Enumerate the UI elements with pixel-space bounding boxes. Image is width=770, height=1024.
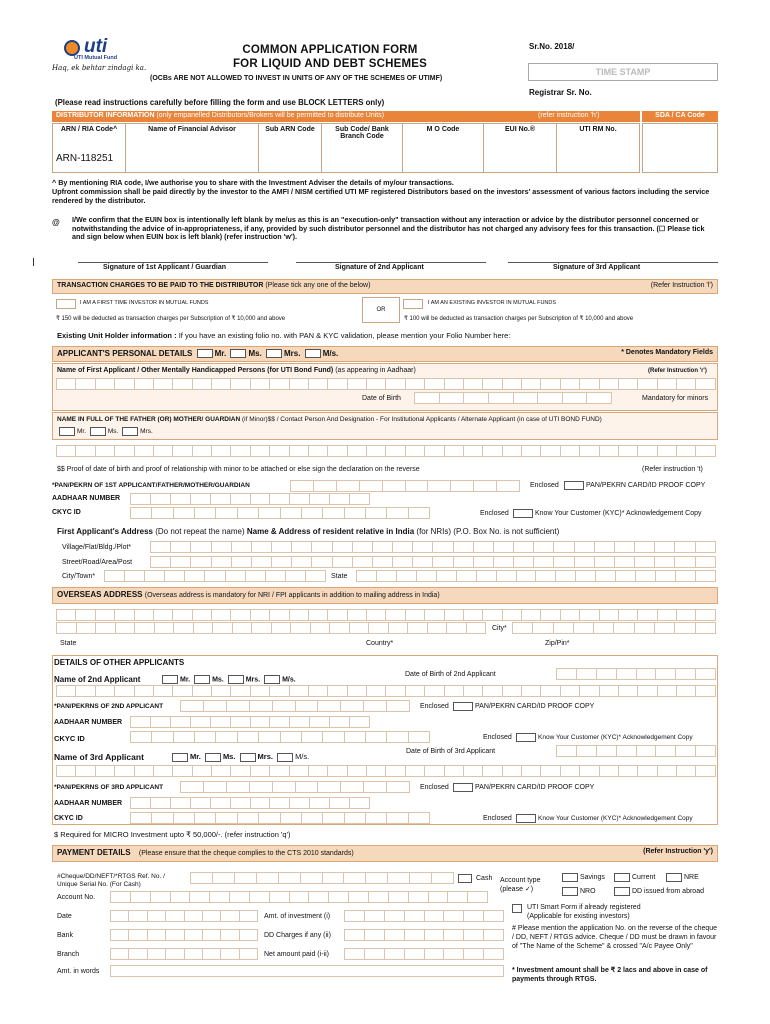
- cheque-input[interactable]: [190, 872, 454, 884]
- name3-mr-checkbox[interactable]: [172, 753, 188, 762]
- father-name-input[interactable]: [56, 445, 716, 457]
- col-sub-arn[interactable]: [258, 123, 322, 173]
- or-box: [362, 297, 400, 323]
- dd-abroad-checkbox[interactable]: [614, 887, 630, 896]
- col-arn[interactable]: [52, 123, 126, 173]
- pan2-enclosed-checkbox[interactable]: [453, 702, 473, 711]
- words-input[interactable]: [110, 965, 504, 977]
- form-title-line2: FOR LIQUID AND DEBT SCHEMES: [232, 58, 428, 70]
- words-label: Amt. in words: [57, 968, 100, 975]
- col-header-arn: ARN / RIA Code^: [60, 126, 118, 133]
- distributor-note: (only empanelled Distributors/Brokers will be permitted to distribute Units): [156, 112, 385, 119]
- name3-ms-checkbox[interactable]: [205, 753, 221, 762]
- col-mo-code[interactable]: [402, 123, 484, 173]
- registrar-sr-no: Registrar Sr. No.: [529, 88, 592, 97]
- dd-charges-input[interactable]: [344, 929, 504, 941]
- account-no-label: Account No.: [57, 894, 96, 901]
- or-label: OR: [376, 307, 386, 313]
- street-label: Street/Road/Area/Post: [62, 559, 133, 566]
- father-mrs-checkbox[interactable]: [122, 427, 138, 436]
- pan2-proof: PAN/PEKRN CARD/ID PROOF COPY: [475, 703, 595, 710]
- form-title-line1: COMMON APPLICATION FORM: [242, 44, 418, 56]
- distributor-ref: (refer instruction 'h'): [538, 112, 600, 119]
- address-title-text: First Applicant's Address: [57, 527, 153, 536]
- name2-ms: Ms.: [212, 676, 224, 684]
- overseas-line-2[interactable]: [56, 622, 486, 634]
- existing-label: I AM AN EXISTING INVESTOR IN MUTUAL FUNDS: [428, 300, 557, 306]
- col-header-advisor: Name of Financial Advisor: [148, 126, 236, 133]
- overseas-zip-label: Zip/Pin*: [545, 640, 570, 647]
- savings-label: Savings: [580, 874, 605, 881]
- father-ms-checkbox[interactable]: [90, 427, 106, 436]
- pan-enclosed-checkbox[interactable]: [564, 481, 584, 490]
- col-euin[interactable]: [483, 123, 557, 173]
- dob-label: Date of Birth: [362, 395, 401, 402]
- smart-form-checkbox[interactable]: [512, 904, 522, 913]
- name2-input[interactable]: [56, 685, 716, 697]
- name2-mrs: Mrs.: [245, 676, 261, 684]
- village-label: Village/Flat/Bldg./Plot*: [62, 544, 132, 551]
- kyc-enclosed-checkbox[interactable]: [513, 509, 533, 518]
- payment-bar: [52, 845, 718, 862]
- pan3-input[interactable]: [180, 781, 410, 793]
- name2-mr-checkbox[interactable]: [162, 675, 178, 684]
- name-label-text: Name of First Applicant / Other Mentally Handicapped Persons (for UTI Bond Fund): [57, 367, 334, 374]
- name2-label: Name of 2nd Applicant: [54, 675, 141, 684]
- logo-globe-icon: [64, 40, 80, 56]
- current-checkbox[interactable]: [614, 873, 630, 882]
- col-header-euin: EUI No.®: [504, 126, 536, 133]
- pan-proof-label: PAN/PEKRN CARD/ID PROOF COPY: [586, 482, 706, 489]
- name3-input[interactable]: [56, 765, 716, 777]
- father-salutation: [57, 427, 153, 436]
- payment-title: PAYMENT DETAILS: [57, 848, 131, 857]
- proof-ref: (Refer instruction 't): [642, 466, 703, 473]
- branch-input[interactable]: [110, 948, 258, 960]
- date-input[interactable]: [110, 910, 258, 922]
- date-label: Date: [57, 913, 72, 920]
- ms2-checkbox[interactable]: [305, 349, 321, 358]
- col-advisor[interactable]: [125, 123, 259, 173]
- transaction-title: TRANSACTION CHARGES TO BE PAID TO THE DISTRIBUTOR: [57, 282, 264, 289]
- proof-note: $$ Proof of date of birth and proof of relationship with minor to be attached or else sign the declaration on the reverse: [57, 466, 420, 473]
- existing-charge: ₹ 100 will be deducted as transaction charges per Subscription of ₹ 10,000 and above: [404, 316, 634, 322]
- nro-label: NRO: [580, 888, 596, 895]
- existing-unit-text: If you have an existing folio no. with PAN & KYC validation, please mention your Folio Number here:: [178, 331, 511, 340]
- transaction-ref: (Refer Instruction 'l'): [650, 282, 713, 289]
- other-applicants-title: DETAILS OF OTHER APPLICANTS: [54, 658, 185, 667]
- margin-mark: [33, 258, 34, 266]
- signature-label-1: Signature of 1st Applicant / Guardian: [103, 264, 227, 271]
- pan3-label: *PAN/PEKRNS OF 3RD APPLICANT: [54, 784, 164, 791]
- dd-charges-label: DD Charges if any (ii): [264, 932, 331, 939]
- kyc-enclosed-label: Enclosed: [480, 510, 509, 517]
- pan3-enclosed: Enclosed: [420, 784, 449, 791]
- arn-value: ARN-118251: [56, 153, 114, 164]
- dob3-input[interactable]: [556, 745, 716, 757]
- name2-salutation: [160, 675, 296, 684]
- sr-no: Sr.No. 2018/: [529, 42, 575, 51]
- overseas-city-label: City*: [492, 625, 507, 632]
- col-rm-no[interactable]: [556, 123, 640, 173]
- city-label: City/Town*: [62, 573, 96, 580]
- signature-label-3: Signature of 3rd Applicant: [553, 264, 641, 271]
- ckyc3-ack: Know Your Customer (KYC)* Acknowledgement Copy: [538, 815, 693, 822]
- cash-checkbox[interactable]: [458, 874, 472, 883]
- nri-note: (for NRIs) (P.O. Box No. is not sufficient): [416, 527, 560, 536]
- ckyc2-enclosed: Enclosed: [483, 734, 512, 741]
- ckyc2-input[interactable]: [130, 731, 430, 743]
- overseas-title: OVERSEAS ADDRESS: [57, 590, 143, 599]
- overseas-note: (Overseas address is mandatory for NRI / FPI applicants in addition to mailing address in India): [144, 592, 440, 599]
- mrs-checkbox[interactable]: [266, 349, 282, 358]
- pan-first-applicant-input[interactable]: [290, 480, 520, 492]
- ms-label: Ms.: [248, 349, 262, 358]
- aadhaar-label: AADHAAR NUMBER: [52, 495, 121, 502]
- col-sda[interactable]: [642, 123, 718, 173]
- pan2-input[interactable]: [180, 700, 410, 712]
- name3-mrs-checkbox[interactable]: [240, 753, 256, 762]
- village-input[interactable]: [150, 541, 716, 553]
- first-applicant-name-label: [57, 367, 416, 374]
- name2-mrs-checkbox[interactable]: [228, 675, 244, 684]
- nre-checkbox[interactable]: [666, 873, 682, 882]
- aadhaar-input[interactable]: [130, 493, 370, 505]
- time-stamp-box[interactable]: [528, 63, 718, 81]
- ckyc3-label: CKYC ID: [54, 815, 83, 822]
- account-no-input[interactable]: [110, 891, 488, 903]
- state-label: State: [331, 573, 348, 580]
- name2-mr: Mr.: [180, 676, 191, 684]
- ms2-label: M/s.: [322, 349, 339, 358]
- logo-subtitle: UTI Mutual Fund: [74, 55, 118, 61]
- name-hint: (as appearing in Aadhaar): [335, 367, 416, 374]
- col-header-rm-no: UTI RM No.: [579, 126, 617, 133]
- personal-details-title: APPLICANT'S PERSONAL DETAILS: [57, 349, 193, 358]
- name3-ms2: M/s.: [295, 752, 310, 761]
- savings-checkbox[interactable]: [562, 873, 578, 882]
- mandatory-minors: Mandatory for minors: [642, 395, 709, 402]
- dob2-input[interactable]: [556, 668, 716, 680]
- nro-checkbox[interactable]: [562, 887, 578, 896]
- name-ref: (Refer Instruction 'r'): [648, 368, 707, 374]
- name3-ms: Ms.: [222, 752, 236, 761]
- street-input[interactable]: [150, 556, 716, 568]
- name3-ms2-checkbox[interactable]: [277, 753, 293, 762]
- nre-label: NRE: [684, 874, 699, 881]
- col-header-sub-code: Sub Code/ Bank Branch Code: [335, 126, 389, 140]
- ms-checkbox[interactable]: [230, 349, 246, 358]
- dob-input[interactable]: [414, 392, 612, 404]
- personal-details-bar: [52, 346, 718, 362]
- ria-declaration: ^ By mentioning RIA code, I/we authorise you to share with the Investment Adviser the details of my/our transactions.: [52, 178, 454, 187]
- pan2-label: *PAN/PEKRNS OF 2ND APPLICANT: [54, 703, 164, 710]
- ckyc-input[interactable]: [130, 507, 430, 519]
- father-mr-checkbox[interactable]: [59, 427, 75, 436]
- father-label-text: NAME IN FULL OF THE FATHER (OR) MOTHER/ GUARDIAN: [57, 416, 241, 423]
- amount-input[interactable]: [344, 910, 504, 922]
- tagline: Haq, ek behtar zindagi ka.: [52, 64, 147, 72]
- upfront-commission: Upfront commission shall be paid directly by the investor to the AMFI / NISM certified UTI MF registered Distributors based on the investors' assessment of various factors including the service rendered by the distributor.: [52, 187, 710, 205]
- instruction-line: (Please read instructions carefully before filling the form and use BLOCK LETTERS only): [55, 98, 385, 107]
- payment-ref: (Refer Instruction 'y'): [643, 848, 713, 855]
- ocb-note: (OCBs ARE NOT ALLOWED TO INVEST IN UNITS OF ANY OF THE SCHEMES OF UTIMF): [150, 75, 443, 82]
- name2-ms2: M/s.: [282, 676, 296, 684]
- signature-line-3: [508, 262, 718, 263]
- overseas-country-label: Country*: [366, 640, 394, 647]
- ckyc2-ack: Know Your Customer (KYC)* Acknowledgement Copy: [538, 734, 693, 741]
- euin-symbol: @: [52, 218, 60, 227]
- father-ms-label: Ms.: [107, 428, 119, 436]
- current-label: Current: [632, 874, 656, 881]
- nri-title: Name & Address of resident relative in India: [246, 527, 415, 536]
- branch-label: Branch: [57, 951, 80, 958]
- ckyc2-label: CKYC ID: [54, 734, 85, 743]
- dob3-label: Date of Birth of 3rd Applicant: [406, 748, 496, 755]
- ckyc-label: CKYC ID: [52, 509, 81, 516]
- euin-declaration: I/We confirm that the EUIN box is intentionally left blank by me/us as this is an "execution-only" transaction without any interaction or advice by the distributor personnel concerned or notwithstanding the advice of in-appropriateness, if any, provided by such distributor personnel and the distributor has not charged any advisory fees for this transaction. (☐ Please tick and sign below when EUIN box is left blank) (refer instruction 'w').: [72, 215, 705, 241]
- aadhaar2-label: AADHAAR NUMBER: [54, 719, 123, 726]
- sda-ca-code-header: [642, 111, 718, 122]
- overseas-city-input[interactable]: [512, 622, 716, 634]
- dd-abroad-label: DD issued from abroad: [632, 888, 704, 895]
- col-header-mo-code: M O Code: [426, 126, 460, 133]
- hash-note: # Please mention the application No. on the reverse of the cheque / DD, NEFT / RTGS advice. Cheque / DD must be drawn in favour of "The Name of the Scheme" & crossed "A/c Payee Only": [512, 925, 718, 950]
- uti-logo: [60, 38, 132, 60]
- first-applicant-name-input[interactable]: [56, 378, 716, 390]
- time-stamp-label: TIME STAMP: [595, 67, 651, 77]
- net-amount-input[interactable]: [344, 948, 504, 960]
- father-mr-label: Mr.: [77, 428, 87, 436]
- first-time-label: I AM A FIRST TIME INVESTOR IN MUTUAL FUNDS: [80, 300, 209, 306]
- name2-ms2-checkbox[interactable]: [264, 675, 280, 684]
- logo-text: uti: [84, 36, 108, 57]
- ckyc3-input[interactable]: [130, 812, 430, 824]
- state-input[interactable]: [356, 570, 716, 582]
- existing-unit-info: [57, 331, 510, 340]
- father-mrs-label: Mrs.: [140, 428, 153, 436]
- father-name-label: [57, 416, 602, 423]
- distributor-bar: [52, 111, 640, 122]
- bank-input[interactable]: [110, 929, 258, 941]
- pan3-proof: PAN/PEKRN CARD/ID PROOF COPY: [475, 784, 595, 791]
- smart-form-note: UTI Smart Form if already registered (Applicable for existing investors): [527, 904, 641, 920]
- signature-label-2: Signature of 2nd Applicant: [335, 264, 424, 271]
- aadhaar3-label: AADHAAR NUMBER: [54, 800, 123, 807]
- distributor-table: [52, 123, 718, 173]
- overseas-state-label: State: [60, 640, 77, 647]
- existing-checkbox[interactable]: [403, 299, 423, 309]
- ckyc2-enclosed-checkbox[interactable]: [516, 733, 536, 742]
- first-time-checkbox[interactable]: [56, 299, 76, 309]
- payment-note: (Please ensure that the cheque complies to the CTS 2010 standards): [138, 850, 354, 857]
- transaction-note: (Please tick any one of the below): [265, 282, 371, 289]
- distributor-title: DISTRIBUTOR INFORMATION: [56, 112, 155, 119]
- pan2-enclosed: Enclosed: [420, 703, 449, 710]
- name3-mr: Mr.: [190, 752, 201, 761]
- overseas-bar: [52, 587, 718, 604]
- net-amount-label: Net amount paid (i-ii): [264, 951, 329, 958]
- existing-unit-label: Existing Unit Holder information :: [57, 331, 177, 340]
- city-input[interactable]: [104, 570, 326, 582]
- pan-first-applicant-label: *PAN/PEKRN OF 1ST APPLICANT/FATHER/MOTHER/GUARDIAN: [52, 482, 250, 489]
- address-title-note: (Do not repeat the name): [155, 527, 245, 536]
- sda-ca-code-label: SDA / CA Code: [655, 112, 705, 119]
- bank-label: Bank: [57, 932, 73, 939]
- col-sub-code[interactable]: [321, 123, 403, 173]
- aadhaar2-input[interactable]: [130, 716, 370, 728]
- first-time-charge: ₹ 150 will be deducted as transaction charges per Subscription of ₹ 10,000 and above: [56, 316, 286, 322]
- name3-mrs: Mrs.: [257, 752, 273, 761]
- name3-salutation: [170, 752, 309, 762]
- cheque-label: #Cheque/DD/NEFT/*RTGS Ref. No. / Unique Serial No. (For Cash): [57, 873, 165, 888]
- rtgs-note: * Investment amount shall be ₹ 2 lacs and above in case of payments through RTGS.: [512, 967, 708, 983]
- ckyc3-enclosed-checkbox[interactable]: [516, 814, 536, 823]
- dob2-label: Date of Birth of 2nd Applicant: [405, 671, 496, 678]
- amount-label: Amt. of investment (i): [264, 913, 331, 920]
- signature-line-1: [78, 262, 268, 263]
- name3-label: Name of 3rd Applicant: [54, 752, 144, 762]
- pan-enclosed-label: Enclosed: [530, 482, 559, 489]
- father-label-note: (if Minor)$$ / Contact Person And Designation - For Institutional Applicants / Alternate Applicant (in case of UTI BOND FUND): [242, 416, 602, 423]
- cash-label: Cash: [476, 875, 493, 882]
- mandatory-fields-note: * Denotes Mandatory Fields: [621, 349, 713, 356]
- mr-label: Mr.: [214, 349, 227, 358]
- mr-checkbox[interactable]: [197, 349, 213, 358]
- name2-ms-checkbox[interactable]: [194, 675, 210, 684]
- aadhaar3-input[interactable]: [130, 797, 370, 809]
- mrs-label: Mrs.: [284, 349, 301, 358]
- signature-line-2: [296, 262, 486, 263]
- kyc-ack-label: Know Your Customer (KYC)* Acknowledgement Copy: [535, 510, 702, 517]
- transaction-bar: [52, 279, 718, 294]
- ckyc3-enclosed: Enclosed: [483, 815, 512, 822]
- overseas-line-1[interactable]: [56, 609, 716, 621]
- address-title: [57, 527, 559, 536]
- account-type-label: Account type (please ✓): [500, 877, 541, 893]
- col-header-sub-arn: Sub ARN Code: [265, 126, 315, 133]
- micro-note: $ Required for MICRO Investment upto ₹ 50,000/-. (refer instruction 'q'): [54, 830, 291, 839]
- pan3-enclosed-checkbox[interactable]: [453, 783, 473, 792]
